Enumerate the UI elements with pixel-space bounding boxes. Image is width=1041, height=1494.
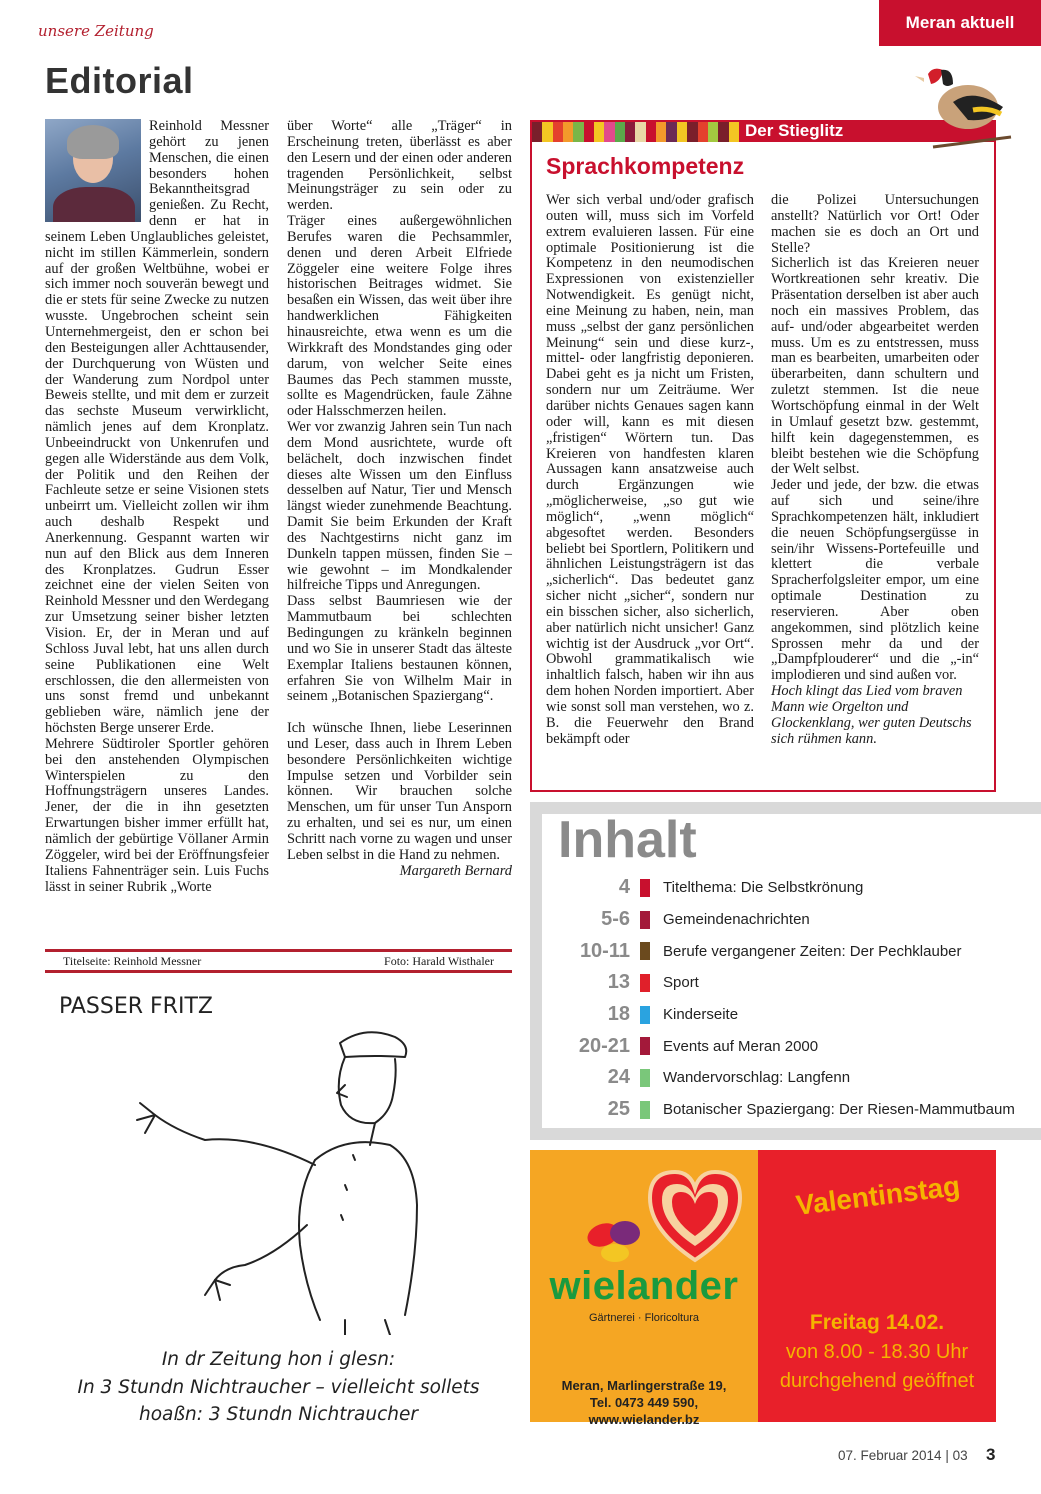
editorial-paragraph: Wer vor zwanzig Jahren sein Tun nach dem Mond ausrichtete, wurde oft belächelt, doch inzwischen findet dieses alte Wissen um den Einfluss desselben auf Natur, Tier und Mensch längst wieder zunehmende Beachtung. Damit Sie beim Erkunden der Kraft des Nachtgestirns nicht ganz im Dunkeln tappen müssen, finden Sie – wie gewohnt – im Mondkalender hilfreiche Tipps und Anregungen. xyxy=(287,419,512,594)
contents-item[interactable] xyxy=(542,1094,1041,1126)
goldfinch-illustration xyxy=(913,52,1013,152)
footer-date: 07. Februar 2014 | 03 xyxy=(838,1448,968,1463)
section-tab: Meran aktuell xyxy=(879,0,1041,46)
stieglitz-poem: Hoch klingt das Lied vom braven Mann wie Orgelton und Glockenklang, wer guten Deutschs sich rühmen kann. xyxy=(771,683,972,747)
contents-item[interactable] xyxy=(542,872,1041,904)
publication-logo: unsere Zeitung xyxy=(38,22,154,40)
editorial-title: Editorial xyxy=(45,60,194,101)
color-stripe xyxy=(656,122,666,142)
cartoon-caption-line: In 3 Stundn Nichtraucher – vielleicht sollets xyxy=(77,1376,480,1398)
contents-page-number: 5-6 xyxy=(601,908,630,931)
color-stripe xyxy=(594,122,604,142)
contents-label: Wandervorschlag: Langfenn xyxy=(663,1069,851,1087)
color-stripe xyxy=(553,122,563,142)
contents-color-marker xyxy=(640,974,650,992)
stieglitz-label: Der Stieglitz xyxy=(739,120,996,142)
contents-page-number: 20-21 xyxy=(578,1034,630,1057)
color-stripe xyxy=(635,122,645,142)
contents-color-marker xyxy=(640,911,650,929)
contents-color-marker xyxy=(640,1006,650,1024)
contents-label: Events auf Meran 2000 xyxy=(663,1037,819,1055)
editorial-column-1 xyxy=(45,119,269,895)
ad-contact-line[interactable]: Tel. 0473 449 590, www.wielander.bz xyxy=(588,1395,700,1427)
color-stripe xyxy=(646,122,656,142)
color-stripe xyxy=(729,122,739,142)
editorial-paragraph: über Worte“ alle „Träger“ in Erscheinung treten, überlässt es aber den Lesern und der einen oder anderen tragenden Persönlichkeit, selbst Meinungsträger zu sein oder zu werden. xyxy=(287,118,512,214)
contents-color-marker xyxy=(640,1069,650,1087)
color-stripe xyxy=(604,122,614,142)
color-stripe xyxy=(542,122,552,142)
ad-brand-subtitle: Gärtnerei · Floricoltura xyxy=(588,1312,700,1324)
color-stripe xyxy=(698,122,708,142)
ad-headline: Valentinstag xyxy=(794,1170,962,1221)
contents-page-number: 24 xyxy=(607,1066,630,1089)
ad-address xyxy=(533,1377,755,1428)
color-stripe xyxy=(666,122,676,142)
stieglitz-paragraph: Wer sich verbal und/oder grafisch outen will, muss sich im Vorfeld extrem evaluieren lassen. Für eine optimale Positionierung ist die Kompetenz in den neumodischen Expressionen von existenzieller Notwendigkeit. Es genügt nicht, eine Meinung zu haben, nein, man muss „selbst der ganz persönlichen Meinung“ sein und diese kurz-, mittel- oder langfristig deponieren. Dabei geht es ja nicht um Fristen, sondern nur um Zeiträume. Wer darüber nichts Genaues sagen kann oder will, kann es mit diesen „fristigen“ Wörtern tun. Das Kreieren von handfesten klaren Aussagen kann ansatzweise auch durch Ergänzungen wie „möglicherweise, „so gut wie möglich“, „wenn möglich“ abgesoftet werden. Besonders beliebt bei Sportlern, Politikern und ähnlichen Leistungsträgern ist das „sicherlich“. Das bedeutet ganz sicher nicht „sicher“, sondern nur ein bisschen sicher, also sicherlich, aber natürlich nicht unsicher! Ganz wichtig ist der Ausdruck „vor Ort“. Obwohl grammatikalisch wie inhaltlich falsch, haben wir ihn aus dem hohen Norden importiert. Aber wie sonst soll man verstehen, wo z. B. die Feuerwehr den Brand bekämpft oder xyxy=(546,192,754,747)
stieglitz-paragraph: die Polizei Untersuchungen anstellt? Natürlich vor Ort! Oder machen sie es doch an Ort und Stelle? xyxy=(771,192,979,256)
contents-item[interactable] xyxy=(542,967,1041,999)
color-stripe xyxy=(677,122,687,142)
contents-item[interactable] xyxy=(542,904,1041,936)
ad-address-line: Meran, Marlingerstraße 19, xyxy=(561,1378,727,1393)
color-stripe xyxy=(625,122,635,142)
stieglitz-color-stripes xyxy=(532,122,739,142)
stieglitz-paragraph: Jeder und jede, der bzw. die etwas auf sich und seine/ihre Sprachkompetenzen hält, inkludiert die neuen Schöpfungsergüsse in sein/ihr Wissens-Portefeuille und klettert die verbale Spracherfolgsleiter empor, um eine optimale Destination zu reservieren. Aber oben angekommen, sind plötzlich keine Sprossen mehr da und der „Dampfplouderer“ und die „-in“ implodieren und sind außen vor. xyxy=(771,477,979,684)
contents-page-number: 13 xyxy=(607,971,630,994)
ad-note: durchgehend geöffnet xyxy=(779,1370,975,1392)
cartoon-caption-line: In dr Zeitung hon i glesn: xyxy=(161,1349,396,1370)
ad-opening-info xyxy=(758,1308,996,1396)
cartoon-title: PASSER FRITZ xyxy=(59,994,213,1019)
color-stripe xyxy=(708,122,718,142)
color-stripe xyxy=(718,122,728,142)
cartoon-caption-line: hoaßn: 3 Stundn Nichtraucher xyxy=(139,1404,418,1425)
color-stripe xyxy=(584,122,594,142)
editorial-paragraph: Reinhold Messner gehört zu jenen Menschen, die einen besonders hohen Bekanntheitsgrad genießen. Zu Recht, denn er hat in seinem Leben Unglaubliches geleistet, nicht im stillen Kämmerlein, sondern auf der großen Weltbühne, wobei er sich immer noch souverän bewegt und die er stets für seine Zwecke zu nutzen wusste. Ungebrochen scheint sein Unternehmergeist, den er schon bei den Besteigungen aller Achttausender, der Durchquerung von Wüsten und der Wanderung zum Nordpol unter Beweis stellte, und mit dem er zurzeit das sechste Museum verwirklicht, nämlich jenes auf dem Kronplatz. Unbeeindruckt von Unkenrufen und gegen alle Widerstände aus dem Volk, der Politik und den Reihen der Fachleute setze er seine Visionen stets unbeirrt um. Vielleicht zollen wir ihm auch deshalb Respekt und Anerkennung. Gespannt warten wir nun auf den Blick aus dem Inneren des Kronplatzes. Gudrun Esser zeichnet eine der vielen Seiten von Reinhold Messner und den Werdegang zur Umsetzung seiner bisher letzten Vision. Er, der in Meran und auf Schloss Juval lebt, hat uns allen durch seine Publikationen eine Welt erschlossen, die den allermeisten von uns sonst fremd und unbekannt geblieben wäre, nämlich jene der höchsten Berge unserer Erde. xyxy=(45,118,269,737)
author-photo xyxy=(45,119,141,222)
cover-caption xyxy=(45,949,512,973)
contents-item[interactable] xyxy=(542,1062,1041,1094)
contents-label: Titelthema: Die Selbstkrönung xyxy=(663,879,864,897)
contents-label: Botanischer Spaziergang: Der Riesen-Mammutbaum xyxy=(663,1101,1015,1119)
color-stripe xyxy=(563,122,573,142)
ad-date: Freitag 14.02. xyxy=(809,1311,945,1334)
flower-logo-icon xyxy=(585,1215,645,1270)
editorial-paragraph: Mehrere Südtiroler Sportler gehören bei den anstehenden Olympischen Winterspielen zu den Hoffnungsträgern unseres Landes. Jener, der die in ihn gesetzten Erwartungen bisher immer erfüllt hat, nämlich der gebürtige Völlaner Armin Zöggeler, wird bei der Eröffnungsfeier Italiens Fahnenträger sein. Luis Fuchs lässt in seiner Rubrik „Worte xyxy=(45,735,269,895)
contents-label: Kinderseite xyxy=(663,1006,739,1024)
contents-color-marker xyxy=(640,879,650,897)
contents-page-number: 10-11 xyxy=(579,939,630,962)
heart-icon xyxy=(640,1160,750,1270)
stieglitz-column-1 xyxy=(546,193,754,748)
caption-photo-credit: Foto: Harald Wisthaler xyxy=(384,953,494,968)
editorial-paragraph: Dass selbst Baumriesen wie der Mammutbaum bei schlechten Bedingungen zu kränkeln beginnen und wo Sie in unserer Stadt das älteste Exemplar Italiens bestaunen können, erfahren Sie von Wilhelm Mair in seinem „Botanischen Spaziergang“. xyxy=(287,593,512,705)
contents-label: Sport xyxy=(663,974,699,992)
color-stripe xyxy=(573,122,583,142)
cartoon-caption xyxy=(45,1346,512,1429)
stieglitz-paragraph: Sicherlich ist das Kreieren neuer Wortkreationen sehr kreativ. Die Präsentation derselben ist aber auch noch ein massives Problem, das auf- und/oder abgearbeitet werden muss. Um es zu entstressen, muss man es bearbeiten, umarbeiten oder überarbeiten, dann schultern und zuletzt stemmen. Ist die neue Wortschöpfung einmal in der Welt in Umlauf gesetzt bzw. gestemmt, hilft kein dagegenstemmen, es bleibt bestehen wie die Schöpfung der Welt selbst. xyxy=(771,255,979,478)
contents-page-number: 25 xyxy=(607,1098,630,1121)
editorial-column-2 xyxy=(287,119,512,880)
contents-list xyxy=(542,872,1041,1126)
contents-page-number: 4 xyxy=(618,876,630,899)
editorial-paragraph: Träger eines außergewöhnlichen Berufes waren die Pechsammler, denen und deren Arbeit Elfriede Zöggeler eine weitere Folge ihres historischen Beitrages widmet. Sie besaßen ein Wissen, das weit über ihre handwerklichen Fähigkeiten hinausreichte, etwa wenn es um die Wirkkraft des Mondstandes ging oder darum, von welcher Seite eines Baumes das Pech stammen musste, sollte es Magendrücken, faule Zähne oder Halsschmerzen heilen. xyxy=(287,213,512,420)
color-stripe xyxy=(615,122,625,142)
contents-page-number: 18 xyxy=(607,1003,630,1026)
contents-label: Berufe vergangener Zeiten: Der Pechklauber xyxy=(663,942,962,960)
contents-color-marker xyxy=(640,1037,650,1055)
color-stripe xyxy=(687,122,697,142)
color-stripe xyxy=(532,122,542,142)
ad-hours: von 8.00 - 18.30 Uhr xyxy=(785,1341,969,1363)
contents-item[interactable] xyxy=(542,935,1041,967)
contents-label: Gemeindenachrichten xyxy=(663,911,810,929)
contents-color-marker xyxy=(640,1101,650,1119)
page-number: 3 xyxy=(986,1445,996,1464)
ad-brand: wielander xyxy=(549,1264,739,1308)
passer-fritz-cartoon xyxy=(45,985,512,1335)
stieglitz-title: Sprachkompetenz xyxy=(546,153,745,179)
contents-item[interactable] xyxy=(542,1030,1041,1062)
stieglitz-column-2 xyxy=(771,193,979,748)
contents-item[interactable] xyxy=(542,999,1041,1031)
editorial-signature: Margareth Bernard xyxy=(399,862,512,879)
caption-title: Titelseite: Reinhold Messner xyxy=(63,953,202,968)
editorial-paragraph: Ich wünsche Ihnen, liebe Leserinnen und Leser, dass auch in Ihrem Leben besondere Persönlichkeiten wichtige Impulse setzen und Vorbilder sein können. Wir brauchen solche Menschen, um für unser Tun Ansporn zu erhalten, und sei es nur, um einen Schritt nach vorne zu wagen und unser Leben selbst in die Hand zu nehmen. xyxy=(287,720,512,863)
contents-title: Inhalt xyxy=(558,811,697,869)
contents-color-marker xyxy=(640,942,650,960)
